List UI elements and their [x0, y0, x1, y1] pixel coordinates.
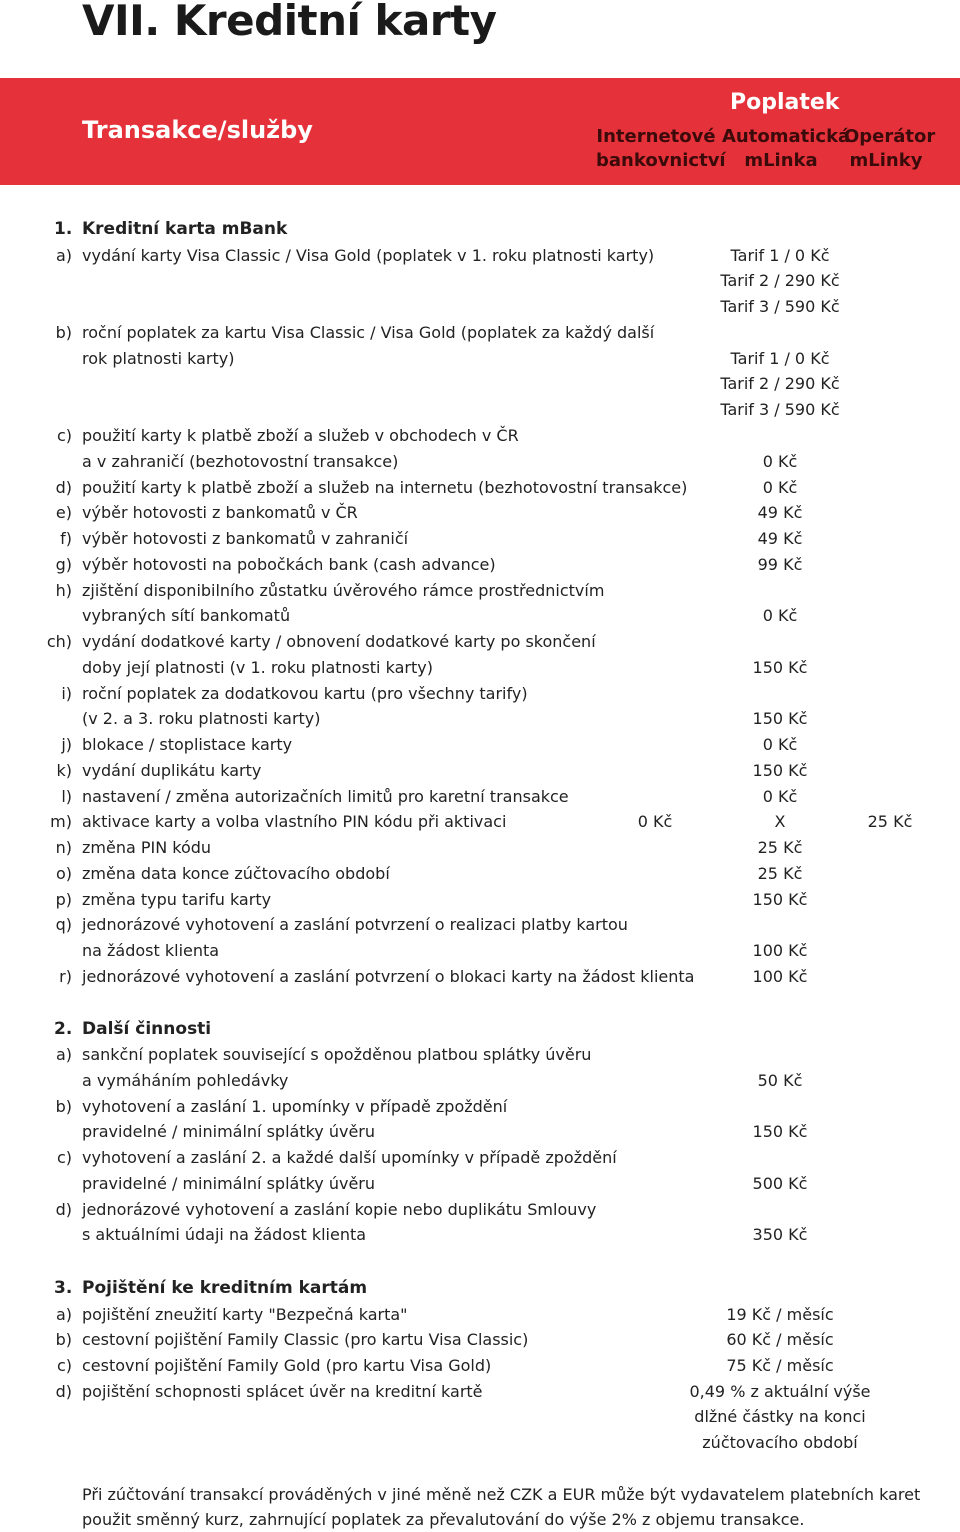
item-description: změna PIN kódu: [82, 838, 212, 857]
item-description: vyhotovení a zaslání 2. a každé další upomínky v případě zpoždění: [82, 1148, 617, 1167]
item-description: cestovní pojištění Family Gold (pro kartu Visa Gold): [82, 1356, 492, 1375]
section-number: 3.: [54, 1278, 73, 1298]
table-row: [0, 1430, 960, 1456]
item-label: ch): [46, 632, 72, 651]
insurance-fee: dlžné částky na konci: [694, 1407, 866, 1426]
fee-value: 50 Kč: [757, 1071, 803, 1090]
fee-operator: 25 Kč: [867, 812, 913, 831]
table-row: [0, 629, 960, 655]
item-label: k): [56, 761, 72, 780]
table-row: [0, 809, 960, 835]
header-col-internet-banking: Internetové bankovnictví: [596, 126, 726, 171]
section-title: Pojištění ke kreditním kartám: [82, 1278, 368, 1298]
table-row: [0, 835, 960, 861]
item-label: a): [55, 1305, 72, 1324]
section-number: 1.: [54, 219, 73, 239]
item-label: b): [55, 1097, 72, 1116]
header-col-operator-mlinky: Operátor mLinky: [844, 126, 936, 171]
table-row: [0, 1302, 960, 1328]
fee-value: 25 Kč: [757, 838, 803, 857]
insurance-fee: zúčtovacího období: [702, 1433, 858, 1452]
item-description: použití karty k platbě zboží a služeb v obchodech v ČR: [82, 426, 519, 445]
table-row: [0, 887, 960, 913]
fee-tariff-value: Tarif 3 / 590 Kč: [720, 400, 840, 419]
header-fee-label: Poplatek: [730, 90, 840, 115]
item-label: m): [50, 812, 72, 831]
table-row: [0, 1171, 960, 1197]
item-description: výběr hotovosti na pobočkách bank (cash advance): [82, 555, 496, 574]
table-row: [0, 732, 960, 758]
insurance-fee: 19 Kč / měsíc: [726, 1305, 834, 1324]
item-description: použití karty k platbě zboží a služeb na internetu (bezhotovostní transakce): [82, 478, 688, 497]
table-row: [0, 1222, 960, 1248]
table-row: [0, 655, 960, 681]
table-row: [0, 346, 960, 372]
fee-tariff-value: Tarif 2 / 290 Kč: [720, 374, 840, 393]
footnote: Při zúčtování transakcí prováděných v jiné měně než CZK a EUR může být vydavatelem platebních karet použit směnný kurz, zahrnující poplatek za převalutování do výše 2% z objemu transakce.: [82, 1485, 921, 1529]
table-row: [0, 1145, 960, 1171]
item-description: vyhotovení a zaslání 1. upomínky v případě zpoždění: [82, 1097, 508, 1116]
item-description: pravidelné / minimální splátky úvěru: [82, 1174, 376, 1193]
fee-value: 500 Kč: [752, 1174, 808, 1193]
fee-value: 25 Kč: [757, 864, 803, 883]
item-description: výběr hotovosti z bankomatů v zahraničí: [82, 529, 409, 548]
section-number: 2.: [54, 1019, 73, 1039]
item-description: rok platnosti karty): [82, 349, 235, 368]
item-description: pojištění zneužití karty "Bezpečná karta": [82, 1305, 408, 1324]
item-description: jednorázové vyhotovení a zaslání potvrzení o blokaci karty na žádost klienta: [82, 967, 695, 986]
table-row: [0, 938, 960, 964]
fee-value: 49 Kč: [757, 503, 803, 522]
table-row: [0, 268, 960, 294]
item-label: n): [55, 838, 72, 857]
fee-value: X: [774, 812, 786, 831]
table-row: [0, 294, 960, 320]
item-label: c): [56, 426, 72, 445]
item-description: vydání dodatkové karty / obnovení dodatkové karty po skončení: [82, 632, 596, 651]
item-description: sankční poplatek související s opožděnou platbou splátky úvěru: [82, 1045, 592, 1064]
fee-value: 100 Kč: [752, 941, 808, 960]
item-label: b): [55, 323, 72, 342]
table-row: [0, 552, 960, 578]
insurance-fee: 0,49 % z aktuální výše: [689, 1382, 871, 1401]
item-description: blokace / stoplistace karty: [82, 735, 293, 754]
item-description: aktivace karty a volba vlastního PIN kódu při aktivaci: [82, 812, 507, 831]
item-description: na žádost klienta: [82, 941, 220, 960]
item-label: l): [61, 787, 72, 806]
table-row: [0, 1068, 960, 1094]
item-description: změna typu tarifu karty: [82, 890, 272, 909]
fee-value: 150 Kč: [752, 890, 808, 909]
fee-value: 0 Kč: [762, 787, 798, 806]
item-description: jednorázové vyhotovení a zaslání kopie nebo duplikátu Smlouvy: [82, 1200, 597, 1219]
table-row: [0, 1094, 960, 1120]
insurance-fee: 75 Kč / měsíc: [726, 1356, 834, 1375]
fee-value: 0 Kč: [762, 735, 798, 754]
table-row: [0, 1379, 960, 1405]
table-row: [0, 706, 960, 732]
section-heading: [0, 1275, 960, 1301]
table-row: [0, 603, 960, 629]
item-label: h): [55, 581, 72, 600]
fee-value: 0 Kč: [762, 606, 798, 625]
item-description: jednorázové vyhotovení a zaslání potvrzení o realizaci platby kartou: [82, 915, 628, 934]
header-col-automatic-mlinka: Automatická mLinka: [722, 126, 851, 171]
table-row: [0, 371, 960, 397]
item-label: d): [55, 1200, 72, 1219]
item-description: výběr hotovosti z bankomatů v ČR: [82, 503, 358, 522]
page-title: VII. Kreditní karty: [82, 0, 497, 45]
table-row: [0, 912, 960, 938]
table-row: [0, 397, 960, 423]
insurance-fee: 60 Kč / měsíc: [726, 1330, 834, 1349]
item-description: cestovní pojištění Family Classic (pro kartu Visa Classic): [82, 1330, 529, 1349]
item-description: s aktuálními údaji na žádost klienta: [82, 1225, 367, 1244]
table-row: [0, 475, 960, 501]
table-row: [0, 449, 960, 475]
table-row: [0, 784, 960, 810]
item-description: pravidelné / minimální splátky úvěru: [82, 1122, 376, 1141]
item-description: doby její platnosti (v 1. roku platnosti karty): [82, 658, 433, 677]
item-description: vydání duplikátu karty: [82, 761, 262, 780]
header-transactions-label: Transakce/služby: [82, 116, 313, 144]
item-label: f): [60, 529, 72, 548]
item-label: r): [59, 967, 72, 986]
table-header-band: [0, 78, 960, 185]
table-row: [0, 500, 960, 526]
item-description: vybraných sítí bankomatů: [82, 606, 291, 625]
item-description: roční poplatek za dodatkovou kartu (pro všechny tarify): [82, 684, 528, 703]
item-description: vydání karty Visa Classic / Visa Gold (poplatek v 1. roku platnosti karty): [82, 246, 655, 265]
item-description: (v 2. a 3. roku platnosti karty): [82, 709, 321, 728]
item-description: roční poplatek za kartu Visa Classic / Visa Gold (poplatek za každý další: [82, 323, 655, 342]
item-label: c): [56, 1356, 72, 1375]
fee-value: 150 Kč: [752, 761, 808, 780]
item-description: změna data konce zúčtovacího období: [82, 864, 390, 883]
item-description: a vymáháním pohledávky: [82, 1071, 289, 1090]
item-label: o): [55, 864, 72, 883]
fee-tariff-value: Tarif 3 / 590 Kč: [720, 297, 840, 316]
fee-value: 0 Kč: [762, 452, 798, 471]
fee-internet-banking: 0 Kč: [637, 812, 673, 831]
item-label: i): [61, 684, 72, 703]
section-heading: [0, 216, 960, 242]
fee-value: 49 Kč: [757, 529, 803, 548]
table-row: [0, 1404, 960, 1430]
item-description: pojištění schopnosti splácet úvěr na kreditní kartě: [82, 1382, 483, 1401]
table-row: [0, 1119, 960, 1145]
item-label: c): [56, 1148, 72, 1167]
item-label: p): [55, 890, 72, 909]
fee-value: 99 Kč: [757, 555, 803, 574]
fee-tariff-value: Tarif 1 / 0 Kč: [730, 349, 830, 368]
fee-value: 350 Kč: [752, 1225, 808, 1244]
item-label: d): [55, 1382, 72, 1401]
table-row: [0, 320, 960, 346]
fee-value: 150 Kč: [752, 658, 808, 677]
fee-tariff-value: Tarif 2 / 290 Kč: [720, 271, 840, 290]
item-label: e): [55, 503, 72, 522]
table-row: [0, 578, 960, 604]
table-row: [0, 1353, 960, 1379]
item-label: a): [55, 1045, 72, 1064]
section-heading: [0, 1016, 960, 1042]
fee-value: 100 Kč: [752, 967, 808, 986]
table-row: [0, 1197, 960, 1223]
item-label: j): [61, 735, 72, 754]
section-title: Další činnosti: [82, 1019, 212, 1039]
table-row: [0, 243, 960, 269]
item-label: g): [55, 555, 72, 574]
section-title: Kreditní karta mBank: [82, 219, 288, 239]
table-row: [0, 861, 960, 887]
fee-value: 150 Kč: [752, 1122, 808, 1141]
item-description: zjištění disponibilního zůstatku úvěrového rámce prostřednictvím: [82, 581, 605, 600]
fee-tariff-value: Tarif 1 / 0 Kč: [730, 246, 830, 265]
table-row: [0, 423, 960, 449]
table-row: [0, 758, 960, 784]
item-label: b): [55, 1330, 72, 1349]
item-label: a): [55, 246, 72, 265]
item-label: d): [55, 478, 72, 497]
item-description: a v zahraničí (bezhotovostní transakce): [82, 452, 399, 471]
item-label: q): [55, 915, 72, 934]
fee-value: 150 Kč: [752, 709, 808, 728]
table-row: [0, 1042, 960, 1068]
table-row: [0, 526, 960, 552]
item-description: nastavení / změna autorizačních limitů pro karetní transakce: [82, 787, 569, 806]
table-row: [0, 681, 960, 707]
table-row: [0, 964, 960, 990]
fee-value: 0 Kč: [762, 478, 798, 497]
table-row: [0, 1327, 960, 1353]
